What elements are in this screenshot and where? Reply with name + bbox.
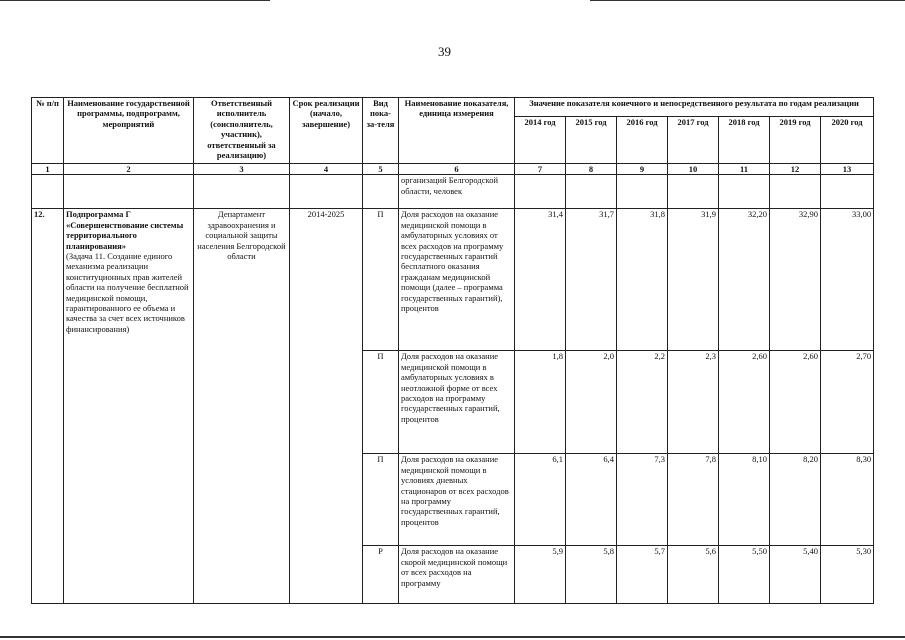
value-cell: 1,8 [515, 351, 566, 454]
type-cell: П [363, 209, 399, 351]
program-title: Подпрограмма Г «Совершенствование системы территориального планирования» [66, 209, 184, 251]
page-number: 39 [438, 44, 451, 59]
scan-line-bottom [0, 636, 905, 638]
col-number: 7 [515, 164, 566, 175]
col-number: 2 [64, 164, 194, 175]
indicator-cell: Доля расходов на оказание скорой медицинской помощи от всех расходов на программу [399, 546, 515, 604]
indicator-cell: организаций Белгородской области, человек [399, 175, 515, 209]
header-type: Вид пока-за-теля [363, 98, 399, 164]
header-year: 2017 год [668, 117, 719, 164]
value-cell: 5,7 [617, 546, 668, 604]
program-desc: (Задача 11. Создание единого механизма реализации конституционных прав жителей области на получение бесплатной медицинской помощи, гарантированного ее объема и качества за счет всех источников финансирования) [66, 251, 189, 334]
value-cell: 2,2 [617, 351, 668, 454]
col-number: 6 [399, 164, 515, 175]
header-year: 2016 год [617, 117, 668, 164]
value-cell: 8,10 [719, 454, 770, 546]
col-number: 5 [363, 164, 399, 175]
col-number: 8 [566, 164, 617, 175]
scan-line-top [0, 0, 270, 1]
executor-cell: Департамент здравоохранения и социальной защиты населения Белгородской области [194, 209, 290, 604]
table-row [32, 209, 874, 351]
value-cell: 5,6 [668, 546, 719, 604]
value-cell: 8,30 [821, 454, 874, 546]
value-cell: 6,1 [515, 454, 566, 546]
col-number: 13 [821, 164, 874, 175]
header-num: № п/п [32, 98, 64, 164]
col-number: 3 [194, 164, 290, 175]
value-cell: 5,50 [719, 546, 770, 604]
col-number: 1 [32, 164, 64, 175]
indicator-cell: Доля расходов на оказание медицинской помощи в амбулаторных условиях в неотложной форме от всех расходов на программу государственных гарантий, процентов [399, 351, 515, 454]
column-numbers-row [32, 164, 874, 175]
col-number: 9 [617, 164, 668, 175]
header-year: 2018 год [719, 117, 770, 164]
scan-line-top-right [590, 0, 905, 1]
type-cell: П [363, 351, 399, 454]
header-year: 2015 год [566, 117, 617, 164]
value-cell: 7,8 [668, 454, 719, 546]
value-cell: 5,30 [821, 546, 874, 604]
value-cell: 5,8 [566, 546, 617, 604]
continuation-row [32, 175, 874, 209]
header-indicator: Наименование показателя, единица измерения [399, 98, 515, 164]
header-executor: Ответственный исполнитель (соисполнитель, участник), ответственный за реализацию) [194, 98, 290, 164]
col-number: 10 [668, 164, 719, 175]
value-cell: 8,20 [770, 454, 821, 546]
value-cell: 31,8 [617, 209, 668, 351]
value-cell: 2,60 [719, 351, 770, 454]
value-cell: 31,7 [566, 209, 617, 351]
value-cell: 32,90 [770, 209, 821, 351]
header-year: 2020 год [821, 117, 874, 164]
header-year: 2019 год [770, 117, 821, 164]
indicator-cell: Доля расходов на оказание медицинской помощи в условиях дневных стационаров от всех расходов на программу государственных гарантий, процентов [399, 454, 515, 546]
term-cell: 2014-2025 [290, 209, 363, 604]
header-term: Срок реализации (начало, завершение) [290, 98, 363, 164]
section-num: 12. [32, 209, 64, 604]
value-cell: 7,3 [617, 454, 668, 546]
col-number: 11 [719, 164, 770, 175]
header-program: Наименование государственной программы, подпрограмм, мероприятий [64, 98, 194, 164]
value-cell: 5,9 [515, 546, 566, 604]
value-cell: 5,40 [770, 546, 821, 604]
value-cell: 2,60 [770, 351, 821, 454]
col-number: 12 [770, 164, 821, 175]
value-cell: 32,20 [719, 209, 770, 351]
indicator-cell: Доля расходов на оказание медицинской помощи в амбулаторных условиях от всех расходов на программу государственных гарантий бесплатного оказания гражданам медицинской помощи (далее – программа государственных гарантий), процентов [399, 209, 515, 351]
value-cell: 2,3 [668, 351, 719, 454]
value-cell: 2,70 [821, 351, 874, 454]
type-cell: Р [363, 546, 399, 604]
value-cell: 31,4 [515, 209, 566, 351]
value-cell: 31,9 [668, 209, 719, 351]
col-number: 4 [290, 164, 363, 175]
program-cell [64, 209, 194, 604]
header-values-group: Значение показателя конечного и непосредственного результата по годам реализации [515, 98, 874, 117]
value-cell: 33,00 [821, 209, 874, 351]
value-cell: 2,0 [566, 351, 617, 454]
indicator-table [31, 97, 874, 604]
type-cell: П [363, 454, 399, 546]
value-cell: 6,4 [566, 454, 617, 546]
header-year: 2014 год [515, 117, 566, 164]
